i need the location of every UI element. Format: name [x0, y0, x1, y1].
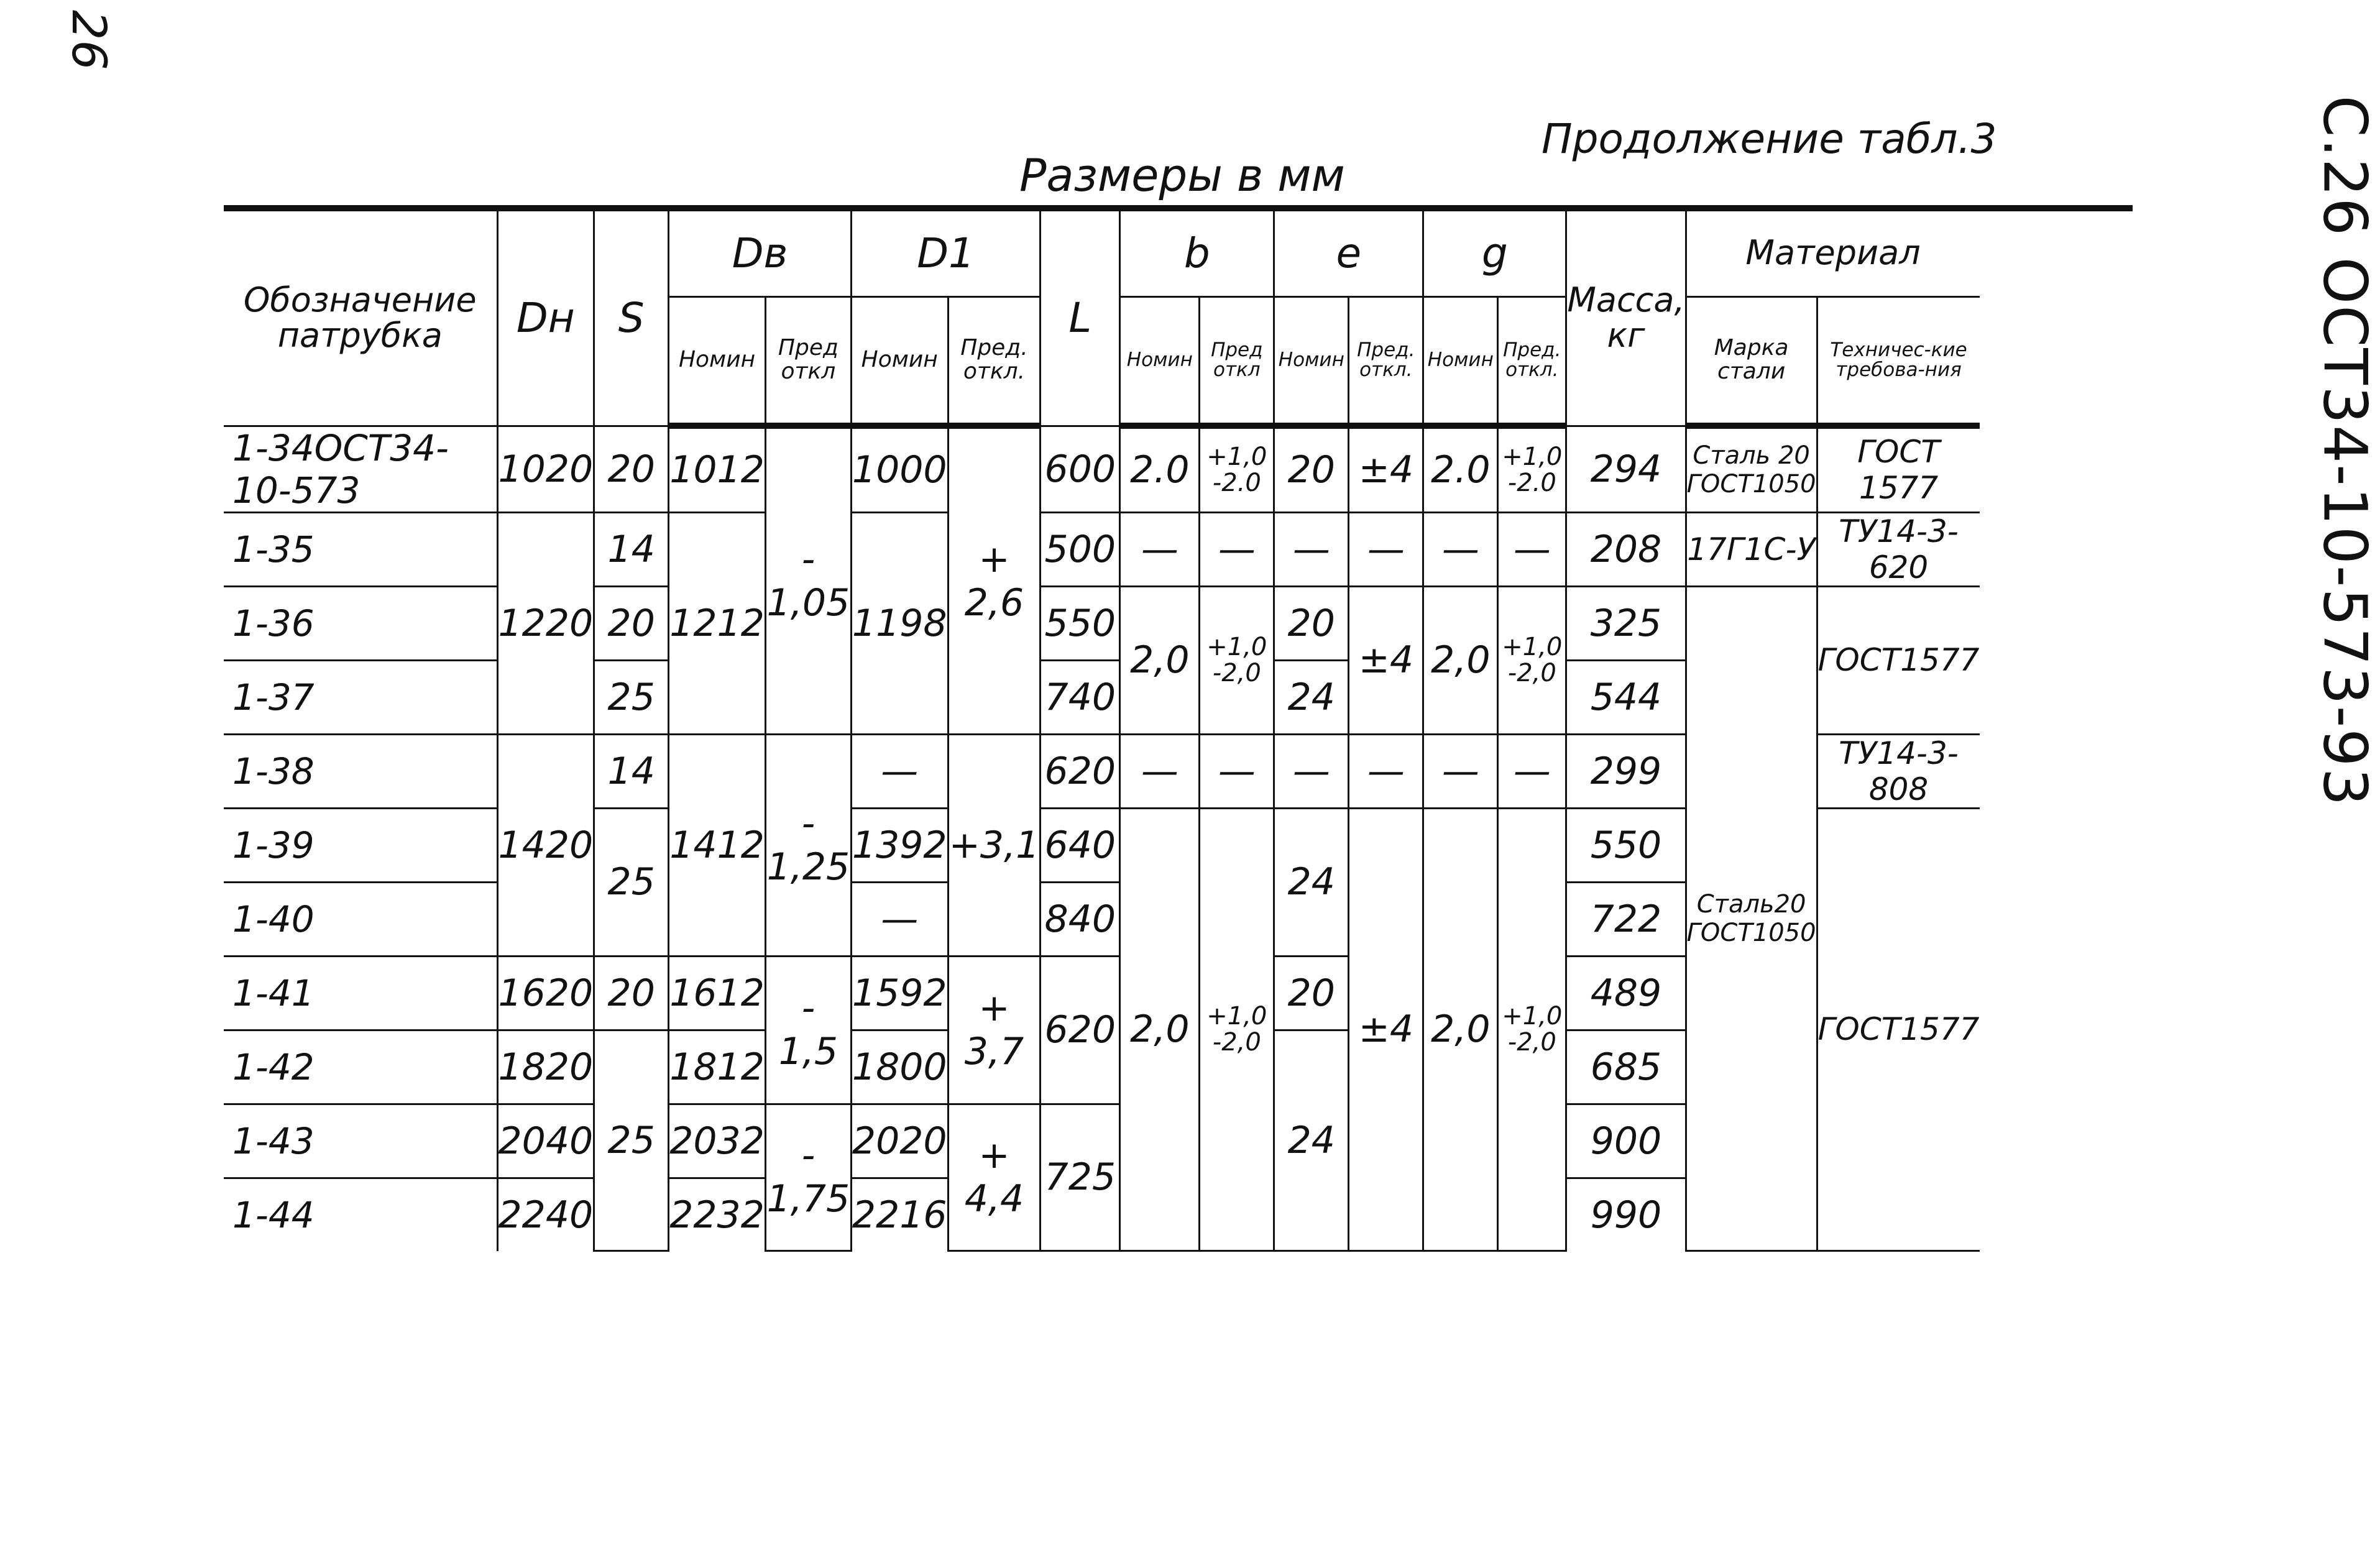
cell-e-nom: 20	[1274, 426, 1349, 512]
cell-dv-nom: 2032	[669, 1104, 766, 1178]
cell-l: 600	[1041, 426, 1120, 512]
cell-e-nom: 24	[1274, 1030, 1349, 1251]
cell-b-dev: +1,0 -2,0	[1200, 808, 1274, 1251]
header-steel-grade: Марка стали	[1686, 296, 1817, 426]
cell-b-nom: 2,0	[1120, 586, 1200, 734]
cell-d1-nom: 1392	[851, 808, 948, 882]
cell-dv-nom: 1012	[669, 426, 766, 512]
cell-b-nom: 2.0	[1120, 426, 1200, 512]
cell-e-dev: —	[1349, 734, 1423, 808]
cell-d1-dev: + 4,4	[948, 1104, 1041, 1251]
header-s: S	[594, 208, 669, 426]
cell-g-nom: 2,0	[1423, 808, 1498, 1251]
pipe-dimensions-table	[224, 205, 2133, 1252]
cell-d1-nom: 1000	[851, 426, 948, 512]
cell-steel: Сталь20 ГОСТ1050	[1686, 586, 1817, 1251]
cell-d1-nom: 2216	[851, 1178, 948, 1251]
cell-e-nom: 20	[1274, 586, 1349, 660]
header-d1-dev: Пред. откл.	[948, 296, 1041, 426]
row-designation: 1-38	[224, 734, 497, 808]
header-g: g	[1423, 208, 1566, 296]
cell-tech: ТУ14-3-808	[1817, 734, 1979, 808]
cell-e-dev: —	[1349, 512, 1423, 586]
header-dv-nom: Номин	[669, 296, 766, 426]
cell-dv-nom: 2232	[669, 1178, 766, 1251]
header-dv-dev: Пред откл	[765, 296, 851, 426]
cell-dv-nom: 1612	[669, 956, 766, 1030]
cell-mass: 489	[1566, 956, 1686, 1030]
row-designation: 1-44	[224, 1178, 497, 1251]
cell-l: 840	[1041, 882, 1120, 956]
cell-e-nom: 24	[1274, 660, 1349, 734]
table-row	[224, 426, 2133, 512]
cell-d1-nom: 2020	[851, 1104, 948, 1178]
cell-mass: 325	[1566, 586, 1686, 660]
table-continuation-label: Продолжение табл.3	[1541, 115, 1997, 163]
cell-tech: ГОСТ1577	[1817, 586, 1979, 734]
header-g-dev: Пред. откл.	[1498, 296, 1566, 426]
cell-g-dev: +1,0 -2.0	[1498, 426, 1566, 512]
cell-dv-dev: - 1,05	[765, 426, 851, 734]
row-designation: 1-36	[224, 586, 497, 660]
cell-l: 740	[1041, 660, 1120, 734]
cell-s: 25	[594, 808, 669, 956]
cell-b-nom: —	[1120, 512, 1200, 586]
cell-b-dev: —	[1200, 734, 1274, 808]
cell-mass: 722	[1566, 882, 1686, 956]
cell-mass: 299	[1566, 734, 1686, 808]
cell-mass: 208	[1566, 512, 1686, 586]
cell-dv-nom: 1812	[669, 1030, 766, 1104]
cell-mass: 544	[1566, 660, 1686, 734]
row-designation: 1-41	[224, 956, 497, 1030]
cell-d1-nom: 1592	[851, 956, 948, 1030]
cell-g-dev: +1,0 -2,0	[1498, 586, 1566, 734]
cell-d1-nom: —	[851, 734, 948, 808]
cell-d1-dev: + 3,7	[948, 956, 1041, 1104]
header-d1-nom: Номин	[851, 296, 948, 426]
cell-s: 20	[594, 586, 669, 660]
cell-dv-dev: - 1,5	[765, 956, 851, 1104]
cell-b-dev: +1,0 -2,0	[1200, 586, 1274, 734]
cell-l: 550	[1041, 586, 1120, 660]
cell-b-dev: +1,0 -2.0	[1200, 426, 1274, 512]
cell-g-dev: —	[1498, 512, 1566, 586]
header-d1: D1	[851, 208, 1040, 296]
cell-s: 20	[594, 426, 669, 512]
cell-dv-dev: - 1,75	[765, 1104, 851, 1251]
row-designation: 1-39	[224, 808, 497, 882]
dimensions-note: Размеры в мм	[1019, 149, 1345, 201]
cell-g-dev: +1,0 -2,0	[1498, 808, 1566, 1251]
cell-e-dev: ±4	[1349, 426, 1423, 512]
header-e: e	[1274, 208, 1423, 296]
header-g-nom: Номин	[1423, 296, 1498, 426]
cell-e-nom: 20	[1274, 956, 1349, 1030]
cell-g-nom: —	[1423, 512, 1498, 586]
cell-dn: 2040	[497, 1104, 594, 1178]
cell-dn: 1420	[497, 734, 594, 956]
cell-e-dev: ±4	[1349, 586, 1423, 734]
cell-mass: 550	[1566, 808, 1686, 882]
cell-dn: 1820	[497, 1030, 594, 1104]
row-designation: 1-34ОСТ34-10-573	[224, 426, 497, 512]
table-row	[224, 734, 2133, 808]
cell-mass: 900	[1566, 1104, 1686, 1178]
cell-steel: Сталь 20 ГОСТ1050	[1686, 426, 1817, 512]
cell-l: 620	[1041, 956, 1120, 1104]
cell-e-nom: 24	[1274, 808, 1349, 956]
header-dn: Dн	[497, 208, 594, 426]
cell-mass: 990	[1566, 1178, 1686, 1251]
header-b: b	[1120, 208, 1274, 296]
cell-b-dev: —	[1200, 512, 1274, 586]
cell-e-dev: ±4	[1349, 808, 1423, 1251]
cell-steel: 17Г1С-У	[1686, 512, 1817, 586]
header-designation: Обозначение патрубка	[224, 208, 497, 426]
row-designation: 1-35	[224, 512, 497, 586]
cell-l: 640	[1041, 808, 1120, 882]
header-l: L	[1041, 208, 1120, 426]
header-material: Материал	[1686, 208, 1979, 296]
row-designation: 1-42	[224, 1030, 497, 1104]
row-designation: 1-43	[224, 1104, 497, 1178]
cell-g-dev: —	[1498, 734, 1566, 808]
cell-tech: ГОСТ 1577	[1817, 426, 1979, 512]
cell-b-nom: 2,0	[1120, 808, 1200, 1251]
row-designation: 1-37	[224, 660, 497, 734]
cell-l: 725	[1041, 1104, 1120, 1251]
header-b-dev: Пред откл	[1200, 296, 1274, 426]
cell-d1-nom: 1198	[851, 512, 948, 734]
cell-l: 620	[1041, 734, 1120, 808]
page-number: 26	[61, 10, 117, 70]
cell-s: 14	[594, 734, 669, 808]
cell-tech: ГОСТ1577	[1817, 808, 1979, 1251]
row-designation: 1-40	[224, 882, 497, 956]
cell-tech: ТУ14-3-620	[1817, 512, 1979, 586]
cell-dn: 1620	[497, 956, 594, 1030]
cell-s: 20	[594, 956, 669, 1030]
cell-mass: 294	[1566, 426, 1686, 512]
header-tech-req: Техничес-кие требова-ния	[1817, 296, 1979, 426]
header-e-nom: Номин	[1274, 296, 1349, 426]
cell-dn: 1220	[497, 512, 594, 734]
cell-e-nom: —	[1274, 512, 1349, 586]
cell-s: 25	[594, 660, 669, 734]
header-e-dev: Пред. откл.	[1349, 296, 1423, 426]
table-row	[224, 512, 2133, 586]
header-b-nom: Номин	[1120, 296, 1200, 426]
document-code: С.26 ОСТ34-10-573-93	[2310, 95, 2380, 807]
cell-dn: 2240	[497, 1178, 594, 1251]
cell-dv-nom: 1212	[669, 512, 766, 734]
cell-b-nom: —	[1120, 734, 1200, 808]
cell-s: 25	[594, 1030, 669, 1251]
cell-d1-nom: 1800	[851, 1030, 948, 1104]
cell-dn: 1020	[497, 426, 594, 512]
cell-e-nom: —	[1274, 734, 1349, 808]
cell-l: 500	[1041, 512, 1120, 586]
cell-d1-dev: +3,1	[948, 734, 1041, 956]
cell-d1-nom: —	[851, 882, 948, 956]
header-mass: Масса, кг	[1566, 208, 1686, 426]
cell-g-nom: 2,0	[1423, 586, 1498, 734]
cell-d1-dev: + 2,6	[948, 426, 1041, 734]
cell-mass: 685	[1566, 1030, 1686, 1104]
cell-dv-nom: 1412	[669, 734, 766, 956]
cell-g-nom: 2.0	[1423, 426, 1498, 512]
cell-g-nom: —	[1423, 734, 1498, 808]
cell-dv-dev: - 1,25	[765, 734, 851, 956]
header-dv: Dв	[669, 208, 852, 296]
cell-s: 14	[594, 512, 669, 586]
